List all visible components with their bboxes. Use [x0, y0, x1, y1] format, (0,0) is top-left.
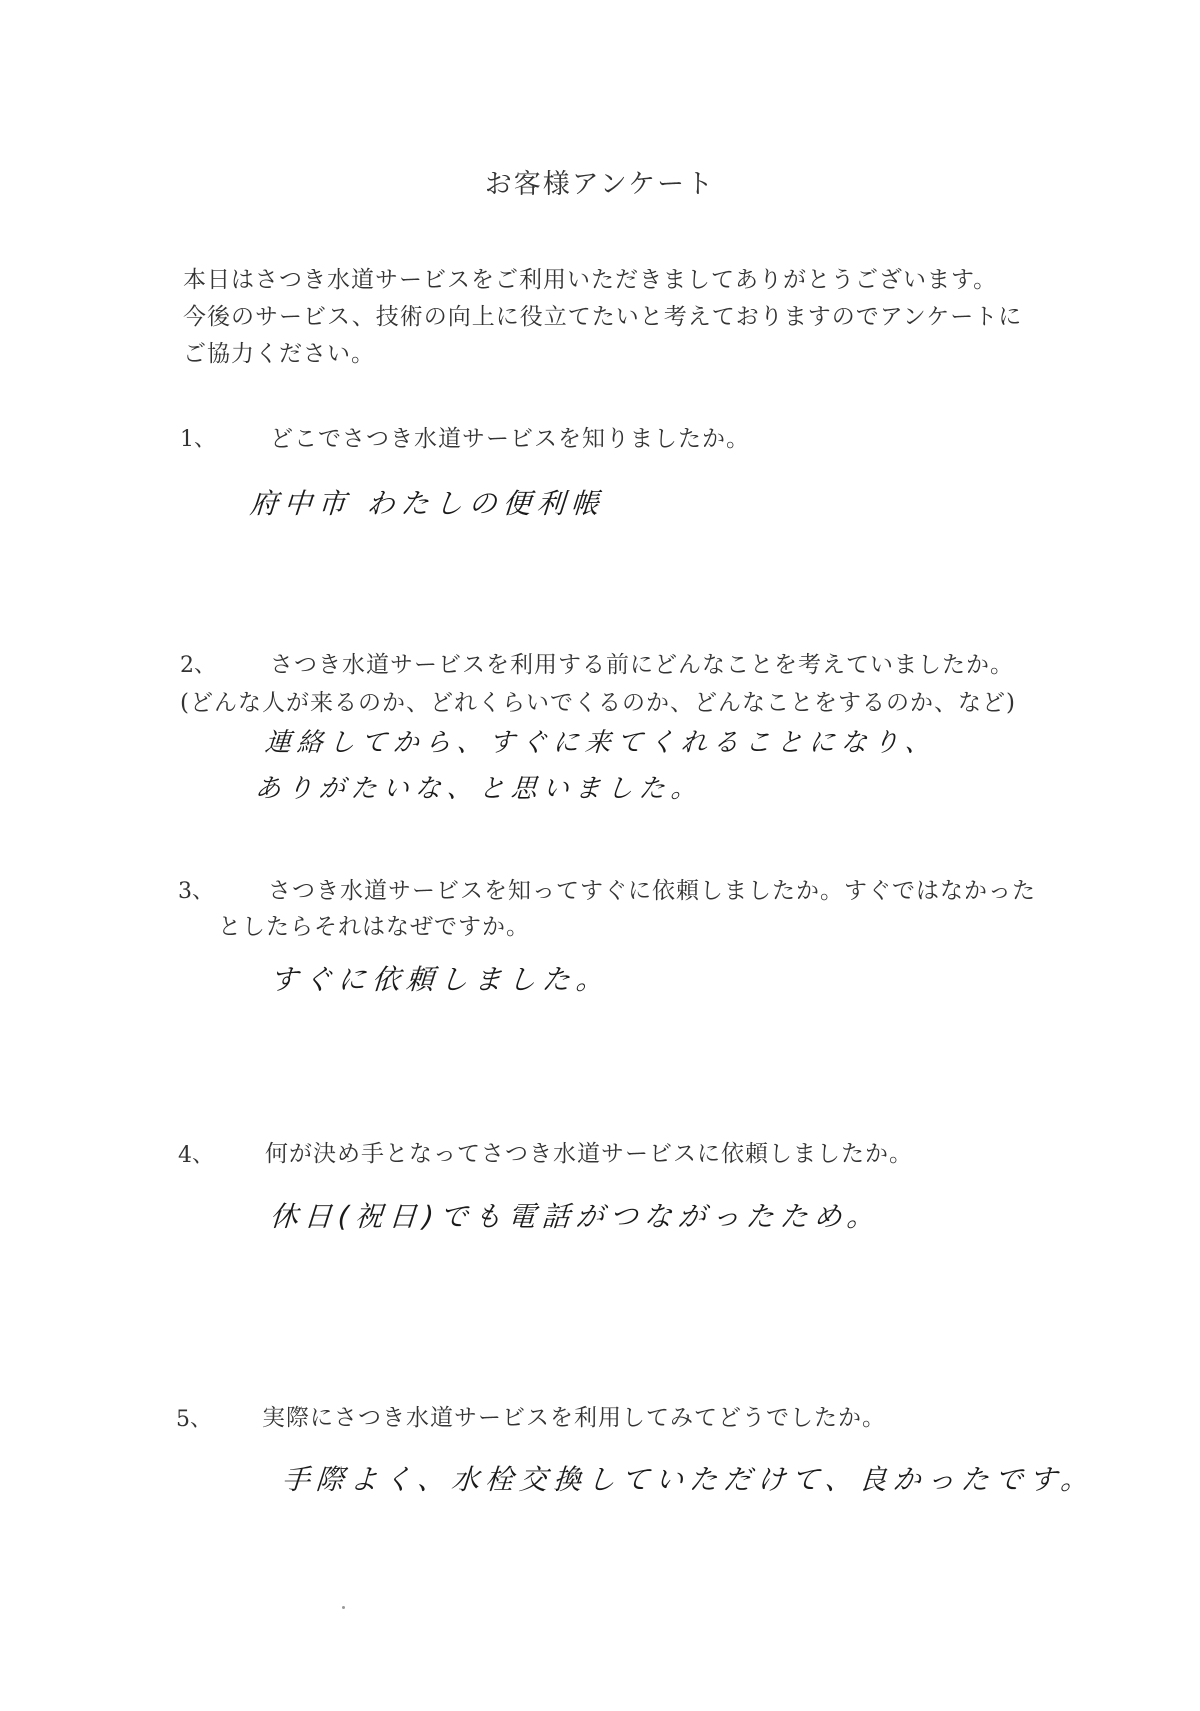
- question-5-text: 実際にさつき水道サービスを利用してみてどうでしたか。: [262, 1405, 886, 1431]
- question-1-text: どこでさつき水道サービスを知りましたか。: [270, 426, 750, 452]
- question-1-answer: 府中市 わたしの便利帳: [248, 487, 606, 520]
- question-2-answer-line-1: 連絡してから、すぐに来てくれることになり、: [263, 728, 938, 758]
- intro-line-1: 本日はさつき水道サービスをご利用いただきましてありがとうございます。: [183, 267, 998, 293]
- question-4-number: 4、: [178, 1143, 214, 1168]
- question-2-answer-line-2: ありがたいな、と思いました。: [253, 774, 704, 804]
- intro-line-2: 今後のサービス、技術の向上に役立てたいと考えておりますのでアンケートに: [183, 304, 1023, 330]
- question-3-number: 3、: [178, 879, 214, 904]
- question-2-number: 2、: [180, 653, 216, 678]
- question-2-text-line-1: さつき水道サービスを利用する前にどんなことを考えていましたか。: [270, 652, 1014, 678]
- scan-speck: [342, 1606, 345, 1609]
- question-1-number: 1、: [180, 427, 216, 452]
- intro-line-3: ご協力ください。: [183, 341, 375, 367]
- intro-text: [183, 262, 1083, 373]
- question-3-answer: すぐに依頼しました。: [268, 963, 612, 996]
- question-5-answer: 手際よく、水栓交換していただけて、良かったです。: [280, 1463, 1096, 1496]
- page-title: お客様アンケート: [484, 169, 716, 200]
- question-4-answer: 休日(祝日)でも電話がつながったため。: [268, 1200, 882, 1233]
- question-2-text-line-2: (どんな人が来るのか、どれくらいでくるのか、どんなことをするのか、など): [180, 690, 1016, 716]
- question-3-text-line-2: としたらそれはなぜですか。: [218, 914, 530, 940]
- question-3-text-line-1: さつき水道サービスを知ってすぐに依頼しましたか。すぐではなかった: [268, 878, 1036, 904]
- question-4-text: 何が決め手となってさつき水道サービスに依頼しましたか。: [265, 1141, 913, 1167]
- question-5-number: 5、: [176, 1407, 212, 1432]
